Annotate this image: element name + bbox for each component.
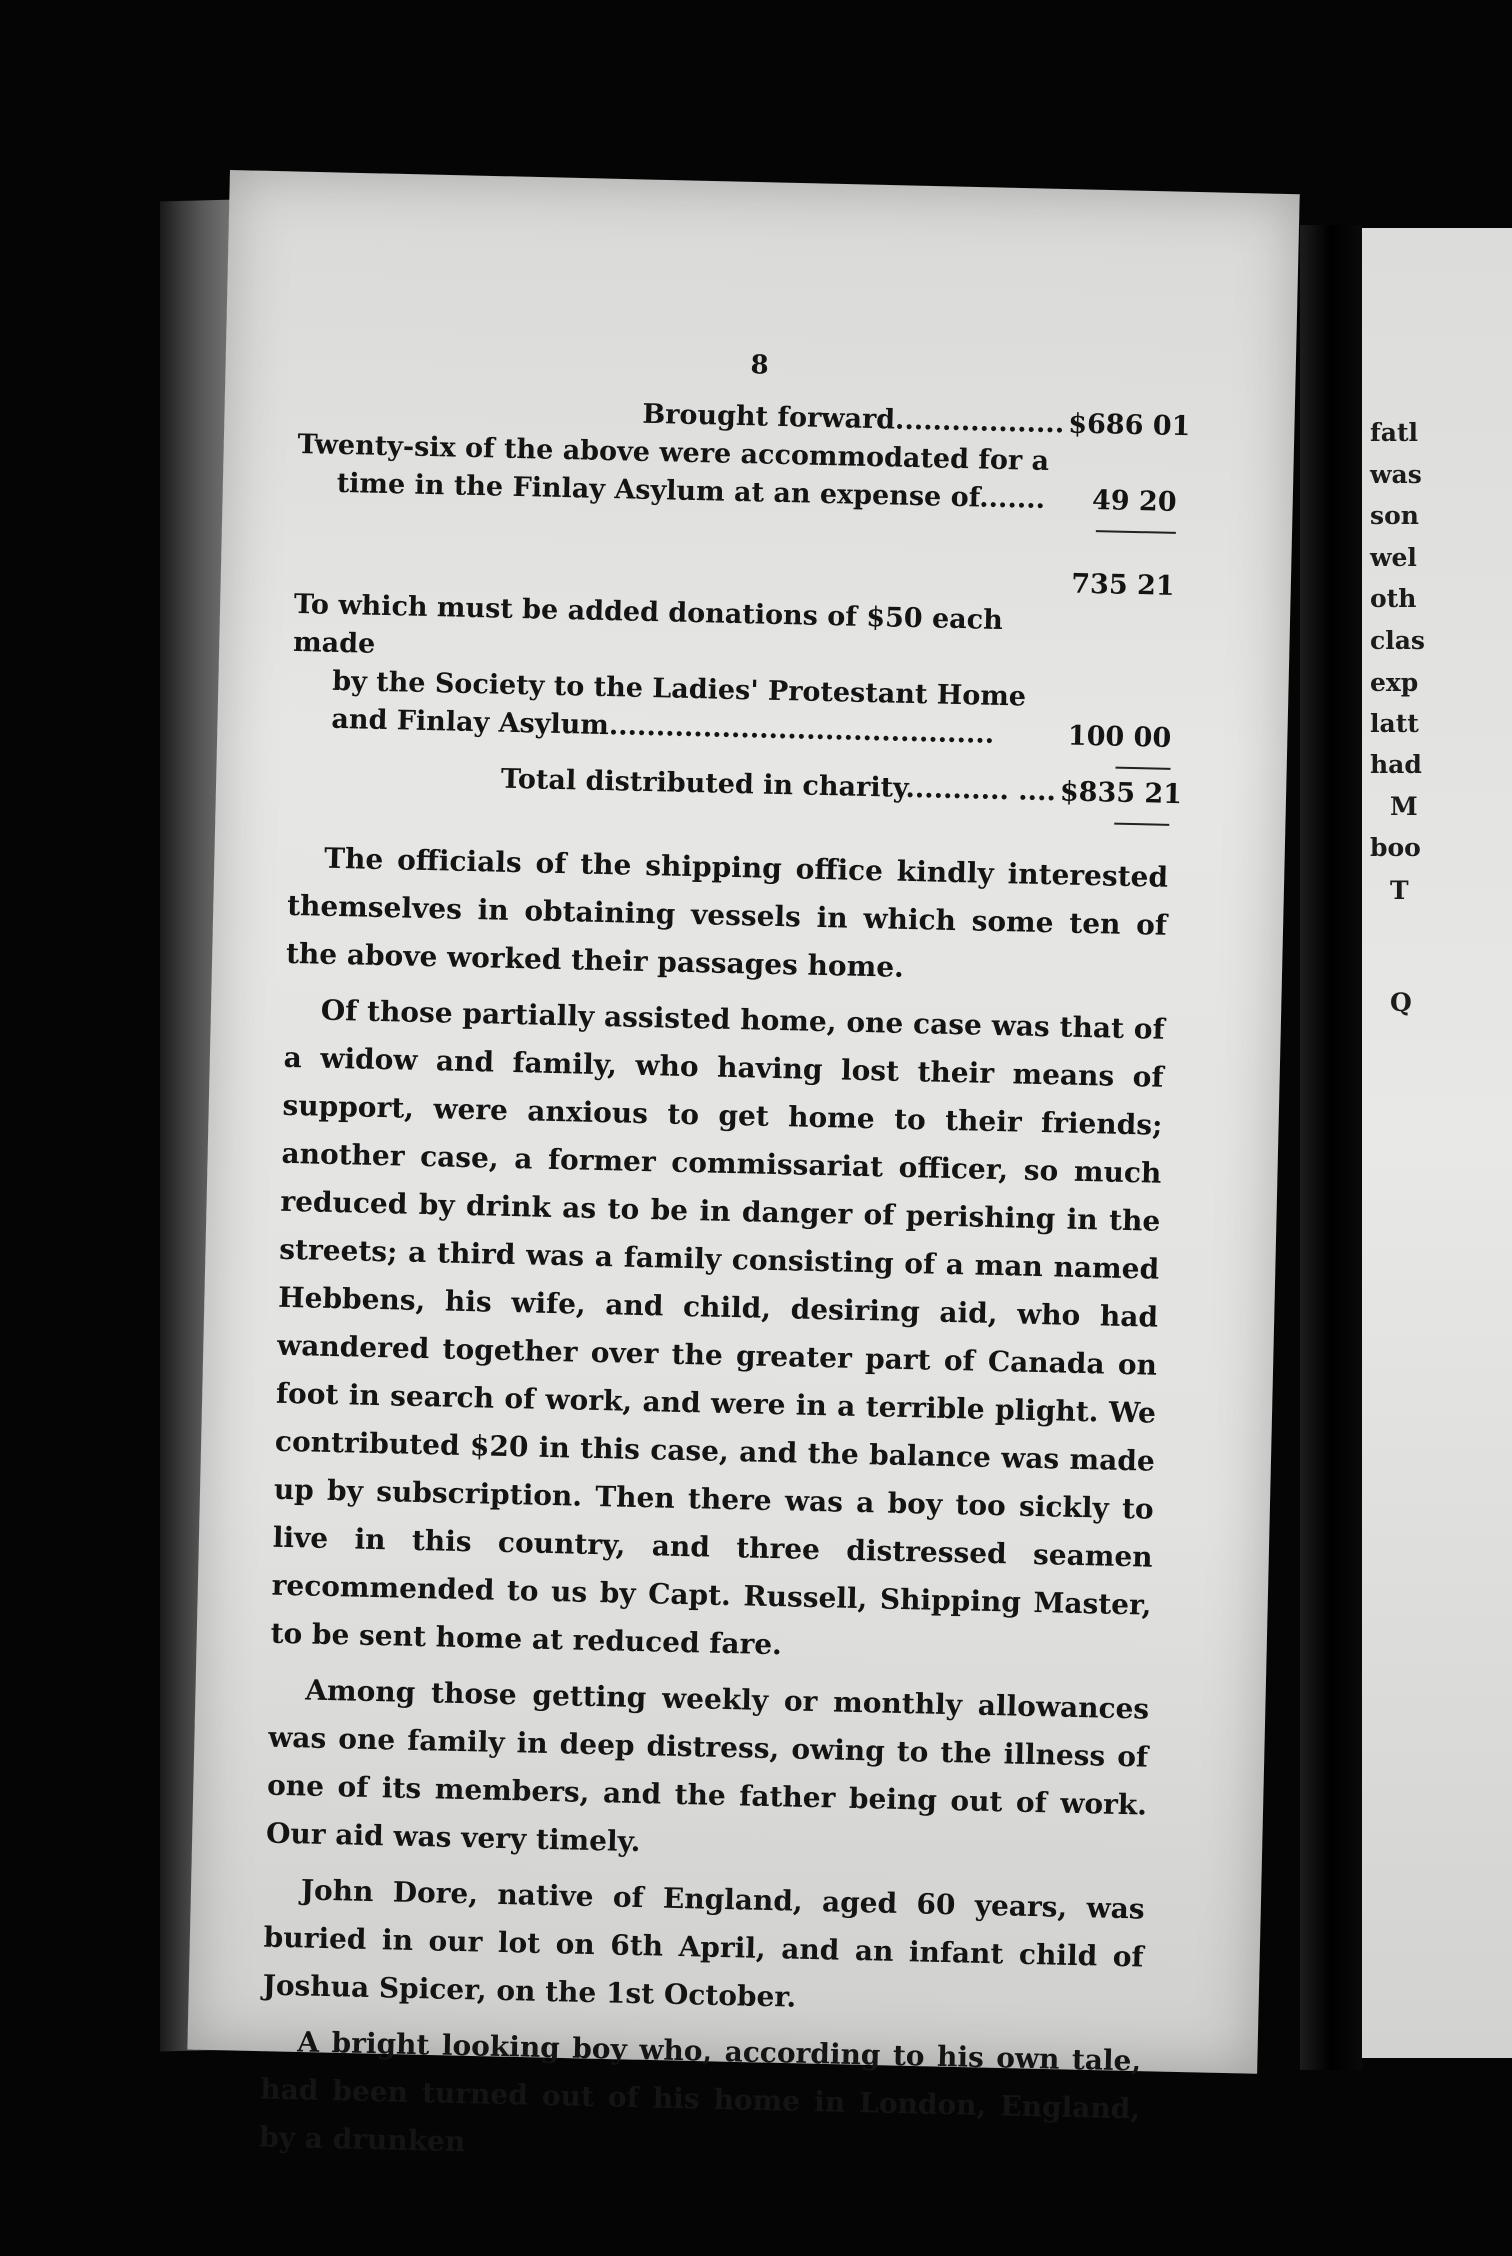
account-statement <box>289 388 1191 826</box>
donation-amount: 100 00 <box>1067 720 1172 754</box>
right-page-fragment: fatl <box>1370 418 1418 447</box>
donation-line2: by the Society to the Ladies' Protestant Home <box>331 665 1027 713</box>
right-page-fragment: wel <box>1370 543 1417 572</box>
paragraph: Of those partially assisted home, one case was that of a widow and family, who having lost their means of support, were anxious to get home to their friends; another case, a former commissariat officer, so much reduced by drink as to be in danger of perishing in the streets; a third was a family consisting of a man named Hebbens, his wife, and child, desiring aid, who had wandered together over the greater part of Canada on foot in search of work, and were in a terrible plight. We contributed $20 in this case, and the balance was made up by subscription. Then there was a boy too sickly to live in this country, and three distressed seamen recommended to us by Capt. Russell, Shipping Master, to be sent home at reduced fare. <box>270 993 1165 1662</box>
page-text <box>258 340 1191 2189</box>
subtotal-rule <box>1096 530 1176 534</box>
book-gutter <box>1300 225 1362 2070</box>
body-text <box>259 834 1169 2182</box>
paragraph: John Dore, native of England, aged 60 years, was buried in our lot on 6th April, and an infant child of Joshua Spicer, on the 1st October. <box>262 1873 1145 2014</box>
total-rule <box>1115 767 1170 770</box>
total-label: Total distributed in charity........... .... <box>500 763 1057 808</box>
right-page-fragment: clas <box>1370 626 1425 655</box>
right-page <box>1362 228 1512 2058</box>
right-page-fragment: M <box>1390 792 1418 821</box>
paragraph: The officials of the shipping office kindly interested themselves in obtaining vessels in which some ten of the above worked their passages home. <box>285 841 1169 984</box>
brought-forward-amount: $686 01 <box>1067 408 1191 443</box>
donation-line1: To which must be added donations of $50 each made <box>292 588 1004 660</box>
asylum-line1: Twenty-six of the above were accommodated for a <box>297 428 1050 478</box>
right-page-fragment: son <box>1370 501 1419 530</box>
right-page-fragment: T <box>1390 876 1409 905</box>
right-page-fragment: had <box>1370 750 1422 779</box>
right-page-fragment: Q <box>1390 988 1412 1017</box>
donation-line3: and Finlay Asylum......................................... <box>331 703 995 750</box>
right-page-fragment: boo <box>1370 833 1421 862</box>
total-row <box>290 756 1183 814</box>
right-page-fragment: latt <box>1370 709 1419 738</box>
page-number: 8 <box>750 350 769 381</box>
right-page-fragment: oth <box>1370 584 1417 613</box>
asylum-line2: time in the Finlay Asylum at an expense of....... <box>336 467 1046 515</box>
subtotal-amount: 735 21 <box>1070 568 1175 602</box>
right-page-fragment: exp <box>1370 668 1419 697</box>
paragraph: A bright looking boy who, according to his own tale, had been turned out of his home in London, England, by a drunken <box>258 2025 1142 2159</box>
total-amount: $835 21 <box>1059 776 1183 811</box>
paragraph: Among those getting weekly or monthly allowances was one family in deep distress, owing to the illness of one of its members, and the father being out of work. Our aid was very timely. <box>265 1673 1150 1859</box>
brought-forward-label: Brought forward.................. <box>642 398 1065 440</box>
asylum-amount: 49 20 <box>1091 485 1177 518</box>
right-page-fragment: was <box>1370 460 1422 489</box>
total-underline <box>1114 823 1169 826</box>
